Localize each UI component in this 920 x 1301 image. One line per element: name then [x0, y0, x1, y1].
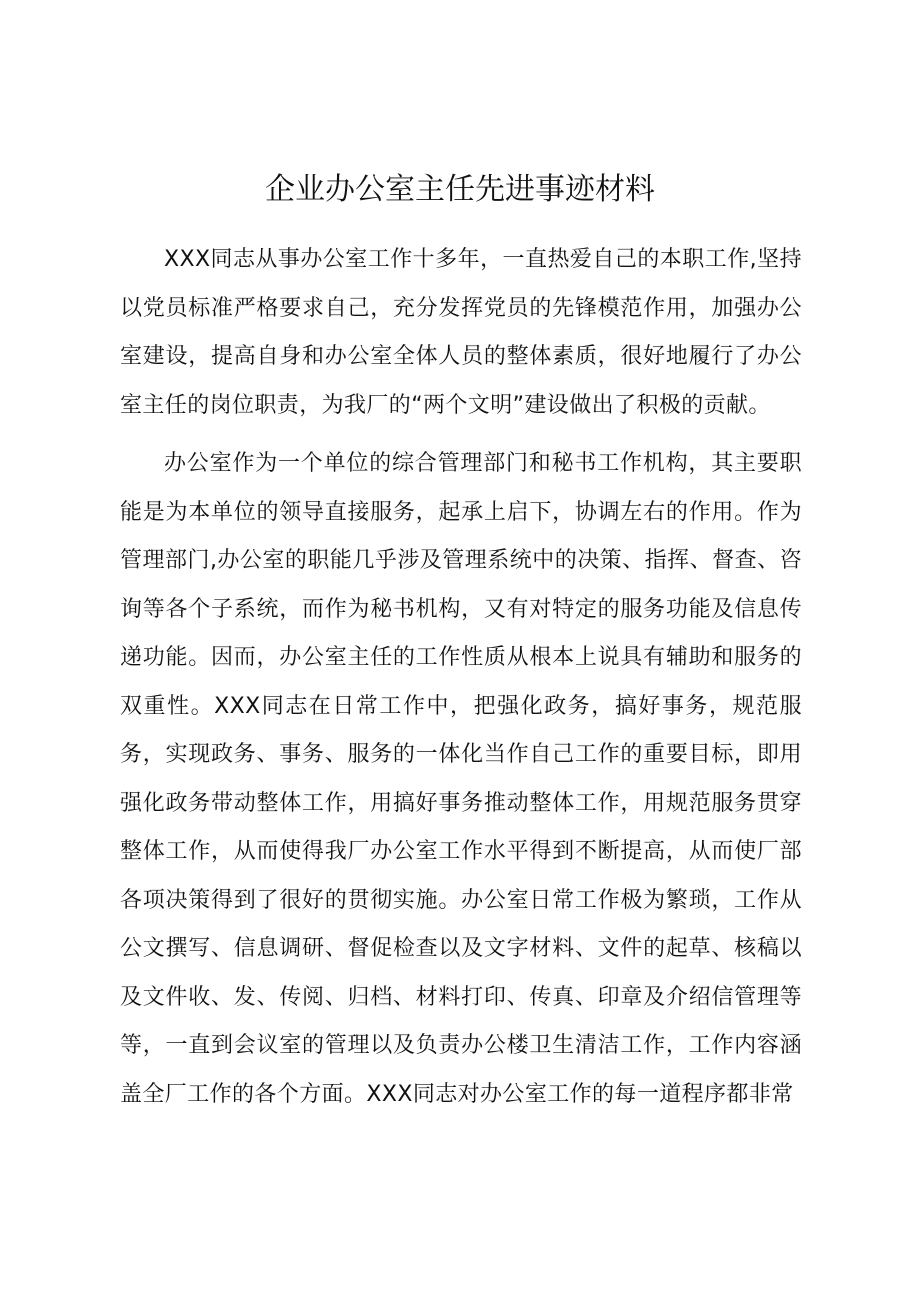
paragraph-1: XXX同志从事办公室工作十多年，一直热爱自己的本职工作,坚持以党员标准严格要求自己，充分发挥党员的先锋模范作用，加强办公室建设，提高自身和办公室全体人员的整体素质，很好地履行了办公室主任的岗位职责，为我厂的“两个文明”建设做出了积极的贡献。 [120, 247, 802, 418]
paragraph-2: 办公室作为一个单位的综合管理部门和秘书工作机构，其主要职能是为本单位的领导直接服务，起承上启下，协调左右的作用。作为管理部门,办公室的职能几乎涉及管理系统中的决策、指挥、督查、咨询等各个子系统，而作为秘书机构，又有对特定的服务功能及信息传递功能。因而，办公室主任的工作性质从根本上说具有辅助和服务的双重性。XXX同志在日常工作中，把强化政务，搞好事务，规范服务，实现政务、事务、服务的一体化当作自己工作的重要目标，即用强化政务带动整体工作，用搞好事务推动整体工作，用规范服务贯穿整体工作，从而使得我厂办公室工作水平得到不断提高，从而使厂部各项决策得到了很好的贯彻实施。办公室日常工作极为繁琐，工作从公文撰写、信息调研、督促检查以及文字材料、文件的起草、核稿以及文件收、发、传阅、归档、材料打印、传真、印章及介绍信管理等等，一直到会议室的管理以及负责办公楼卫生清洁工作，工作内容涵盖全厂工作的各个方面。XXX同志对办公室工作的每一道程序都非常 [120, 451, 802, 1107]
page-title: 企业办公室主任先进事迹材料 [265, 172, 655, 207]
